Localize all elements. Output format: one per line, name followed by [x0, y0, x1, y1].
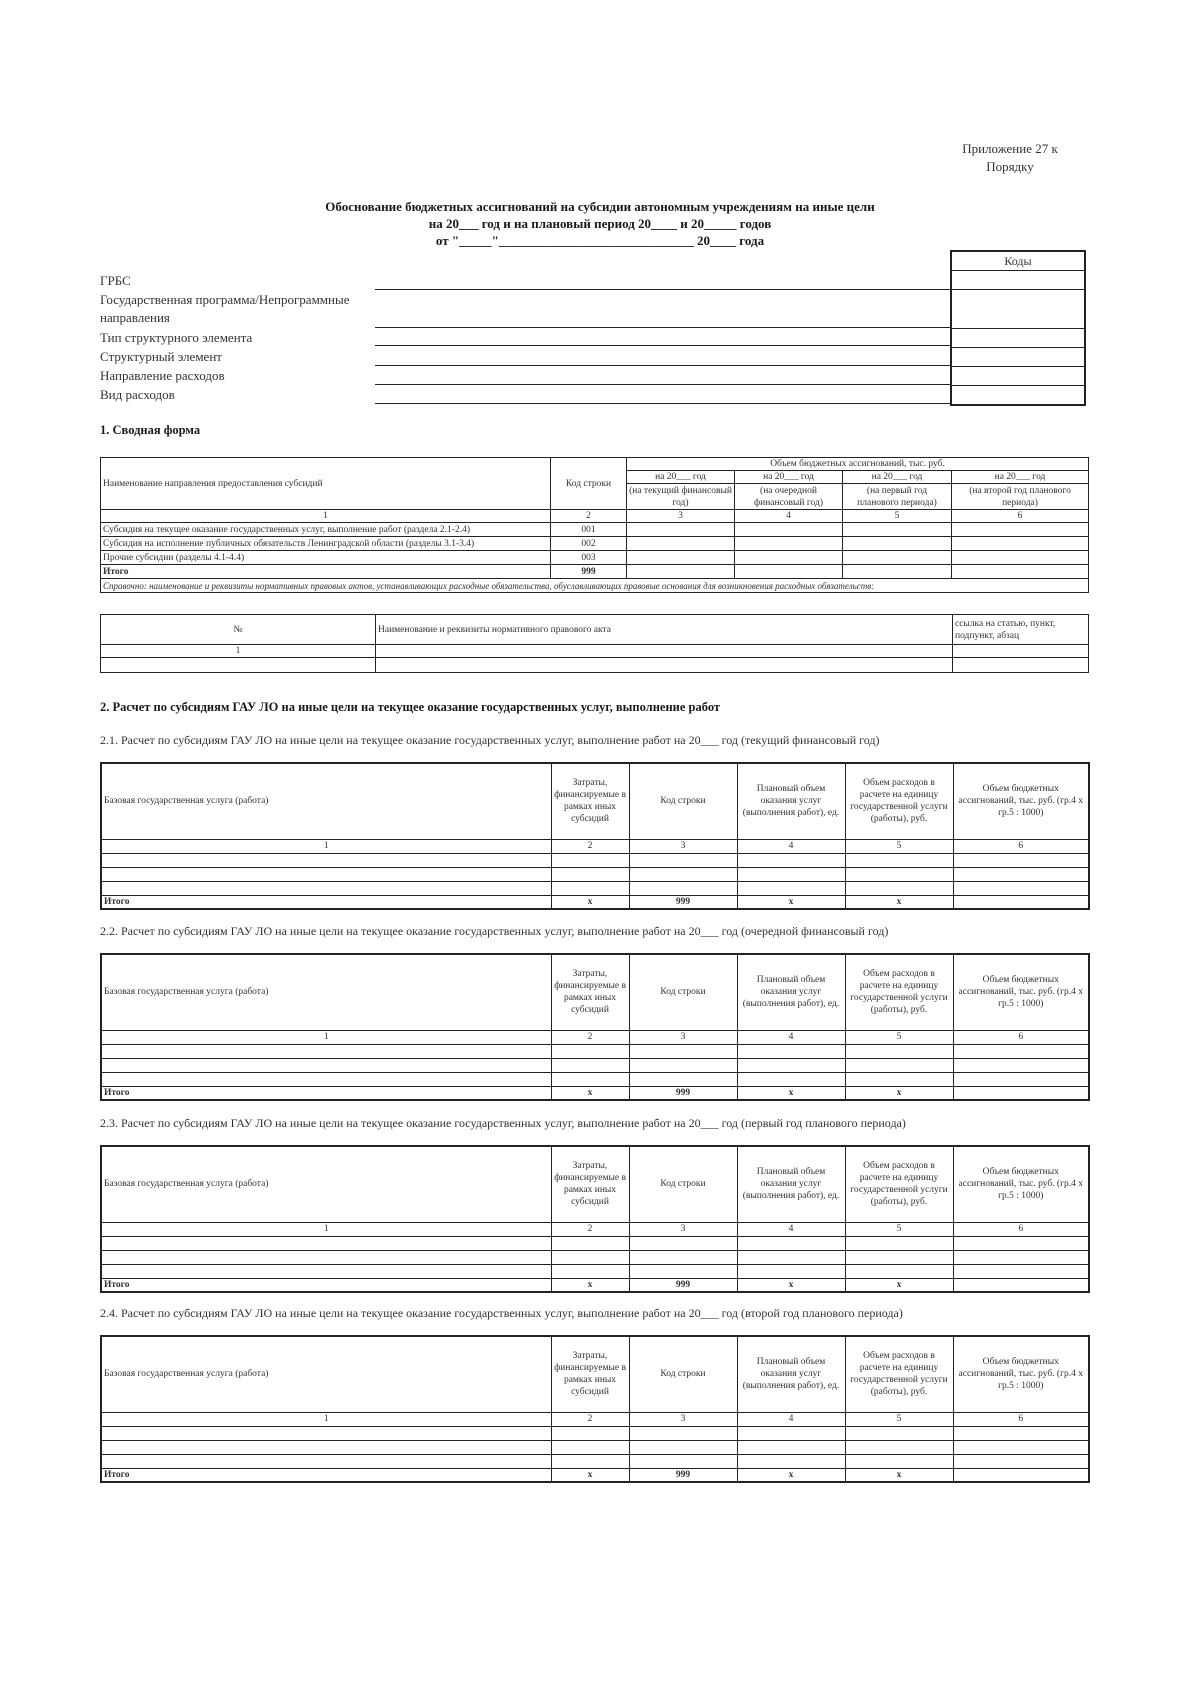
summary-year-note-1: (на текущий финансовый год) [627, 484, 735, 510]
field-expense-type-label: Вид расходов [100, 387, 175, 402]
calc-cell[interactable] [845, 1044, 953, 1058]
calc-total-unit-cost: х [845, 895, 953, 909]
calc-cell[interactable] [737, 1250, 845, 1264]
code-cell-direction[interactable] [951, 367, 1085, 386]
table-row [101, 1236, 1089, 1250]
calc-col-costs: Затраты, финансируемые в рамках иных субсидий [551, 1146, 629, 1222]
calc-colnum: 6 [953, 839, 1089, 853]
summary-colnum: 4 [735, 510, 843, 523]
summary-year-3: на 20___ год [843, 471, 952, 484]
calc-col-code: Код строки [629, 1146, 737, 1222]
subsection-title: 2.4. Расчет по субсидиям ГАУ ЛО на иные цели на текущее оказание государственных услуг, выполнение работ на 20___ год (второй год планового периода) [100, 1306, 903, 1320]
subsection-title: 2.3. Расчет по субсидиям ГАУ ЛО на иные цели на текущее оказание государственных услуг, выполнение работ на 20___ год (первый год планового периода) [100, 1116, 906, 1130]
field-grbs-line[interactable] [375, 289, 950, 290]
summary-colnum: 3 [627, 510, 735, 523]
calc-col-code: Код строки [629, 1336, 737, 1412]
calc-total-label: Итого [101, 1468, 551, 1482]
calc-col-unit-cost: Объем расходов в расчете на единицу государственной услуги (работы), руб. [845, 954, 953, 1030]
calc-cell[interactable] [551, 881, 629, 895]
calc-cell[interactable] [737, 881, 845, 895]
calc-cell[interactable] [629, 1058, 737, 1072]
field-direction-label: Направление расходов [100, 368, 225, 383]
summary-colnum: 5 [843, 510, 952, 523]
field-program-label: Государственная программа/Непрограммные направления [100, 292, 350, 325]
summary-cell[interactable] [952, 565, 1089, 579]
calc-col-costs: Затраты, финансируемые в рамках иных субсидий [551, 954, 629, 1030]
calc-cell[interactable] [737, 1440, 845, 1454]
calc-table [100, 1145, 1090, 1293]
reference-note: Справочно: наименование и реквизиты нормативных правовых актов, устанавливающих расходные обязательства, обуславливающих правовые основания для возникновения расходных обязательств: [101, 579, 1089, 593]
calc-colnum: 2 [551, 1030, 629, 1044]
field-element-line[interactable] [375, 365, 950, 366]
reference-cell[interactable] [953, 645, 1089, 658]
calc-cell[interactable] [737, 1454, 845, 1468]
subsection-title: 2.2. Расчет по субсидиям ГАУ ЛО на иные цели на текущее оказание государственных услуг, выполнение работ на 20___ год (очередной финансовый год) [100, 924, 889, 938]
calc-total-costs: х [551, 1086, 629, 1100]
calc-total-planned: х [737, 1468, 845, 1482]
summary-row-code: 003 [551, 551, 627, 565]
table-row [101, 1468, 1089, 1482]
section-1-title: 1. Сводная форма [100, 423, 201, 437]
calc-cell[interactable] [845, 1236, 953, 1250]
calc-cell[interactable] [101, 1044, 551, 1058]
summary-cell[interactable] [843, 565, 952, 579]
reference-col-num: № [101, 615, 376, 645]
calc-total-code: 999 [629, 1278, 737, 1292]
calc-cell[interactable] [551, 1440, 629, 1454]
calc-col-unit-cost: Объем расходов в расчете на единицу государственной услуги (работы), руб. [845, 1336, 953, 1412]
summary-year-4: на 20___ год [952, 471, 1089, 484]
calc-colnum: 2 [551, 1222, 629, 1236]
calc-total-code: 999 [629, 1086, 737, 1100]
document-period: на 20___ год и на плановый период 20____ и 20_____ годов [428, 216, 772, 231]
calc-cell[interactable] [629, 1264, 737, 1278]
calc-total-volume[interactable] [953, 1086, 1089, 1100]
calc-colnum: 4 [737, 1030, 845, 1044]
calc-col-planned: Плановый объем оказания услуг (выполнения работ), ед. [737, 763, 845, 839]
appendix-line-1: Приложение 27 к [962, 141, 1058, 156]
summary-cell[interactable] [735, 565, 843, 579]
code-cell-element[interactable] [951, 348, 1085, 367]
calc-colnum: 6 [953, 1222, 1089, 1236]
calc-colnum: 2 [551, 1412, 629, 1426]
calc-cell[interactable] [845, 881, 953, 895]
calc-cell[interactable] [551, 1044, 629, 1058]
table-row [101, 1058, 1089, 1072]
reference-col-link: ссылка на статью, пункт, подпункт, абзац [953, 615, 1089, 645]
calc-total-label: Итого [101, 895, 551, 909]
calc-cell[interactable] [953, 867, 1089, 881]
calc-col-volume: Объем бюджетных ассигнований, тыс. руб. (гр.4 х гр.5 : 1000) [953, 954, 1089, 1030]
field-program-line[interactable] [375, 327, 950, 328]
calc-colnum: 4 [737, 1412, 845, 1426]
table-row [101, 523, 1089, 537]
reference-cell[interactable] [376, 658, 953, 673]
calc-colnum: 1 [101, 1222, 551, 1236]
summary-cell[interactable] [627, 523, 735, 537]
summary-cell[interactable] [952, 523, 1089, 537]
calc-total-unit-cost: х [845, 1278, 953, 1292]
calc-cell[interactable] [629, 1426, 737, 1440]
calc-cell[interactable] [101, 853, 551, 867]
table-row [101, 881, 1089, 895]
calc-cell[interactable] [737, 1044, 845, 1058]
calc-cell[interactable] [101, 867, 551, 881]
calc-cell[interactable] [101, 1426, 551, 1440]
calc-col-service: Базовая государственная услуга (работа) [101, 1146, 551, 1222]
calc-cell[interactable] [629, 881, 737, 895]
summary-col-code: Код строки [551, 458, 627, 510]
calc-cell[interactable] [737, 1058, 845, 1072]
calc-cell[interactable] [953, 1236, 1089, 1250]
calc-total-volume[interactable] [953, 895, 1089, 909]
calc-colnum: 6 [953, 1030, 1089, 1044]
calc-total-unit-cost: х [845, 1468, 953, 1482]
calc-cell[interactable] [737, 867, 845, 881]
table-row [101, 1264, 1089, 1278]
calc-col-service: Базовая государственная услуга (работа) [101, 763, 551, 839]
codes-table [950, 250, 1086, 406]
summary-total-label: Итого [101, 565, 551, 579]
calc-cell[interactable] [101, 1440, 551, 1454]
code-cell-expense-type[interactable] [951, 386, 1085, 406]
calc-cell[interactable] [551, 1426, 629, 1440]
calc-colnum: 3 [629, 839, 737, 853]
calc-colnum: 5 [845, 839, 953, 853]
calc-total-volume[interactable] [953, 1468, 1089, 1482]
summary-cell[interactable] [735, 537, 843, 551]
calc-col-service: Базовая государственная услуга (работа) [101, 954, 551, 1030]
calc-cell[interactable] [953, 1264, 1089, 1278]
calc-cell[interactable] [629, 1236, 737, 1250]
document-date: от "_____"______________________________ 20____ года [435, 233, 765, 248]
calc-cell[interactable] [737, 1236, 845, 1250]
calc-cell[interactable] [737, 1264, 845, 1278]
calc-cell[interactable] [953, 1072, 1089, 1086]
calc-col-unit-cost: Объем расходов в расчете на единицу государственной услуги (работы), руб. [845, 763, 953, 839]
summary-total-code: 999 [551, 565, 627, 579]
calc-cell[interactable] [845, 867, 953, 881]
calc-cell[interactable] [953, 1044, 1089, 1058]
calc-col-service: Базовая государственная услуга (работа) [101, 1336, 551, 1412]
summary-year-note-4: (на второй год планового периода) [952, 484, 1089, 510]
calc-total-code: 999 [629, 1468, 737, 1482]
table-row [101, 551, 1089, 565]
calc-table [100, 1335, 1090, 1483]
calc-cell[interactable] [737, 1072, 845, 1086]
calc-cell[interactable] [101, 1058, 551, 1072]
table-row [101, 1426, 1089, 1440]
calc-total-label: Итого [101, 1278, 551, 1292]
calc-colnum: 2 [551, 839, 629, 853]
calc-cell[interactable] [953, 853, 1089, 867]
calc-colnum: 4 [737, 839, 845, 853]
calc-cell[interactable] [551, 1236, 629, 1250]
calc-cell[interactable] [629, 867, 737, 881]
calc-colnum: 3 [629, 1030, 737, 1044]
calc-cell[interactable] [101, 1236, 551, 1250]
calc-total-costs: х [551, 1278, 629, 1292]
summary-col-group: Объем бюджетных ассигнований, тыс. руб. [627, 458, 1089, 471]
field-element-label: Структурный элемент [100, 349, 222, 364]
calc-cell[interactable] [953, 1058, 1089, 1072]
calc-cell[interactable] [953, 1454, 1089, 1468]
calc-cell[interactable] [101, 1264, 551, 1278]
calc-cell[interactable] [845, 1426, 953, 1440]
calc-col-costs: Затраты, финансируемые в рамках иных субсидий [551, 763, 629, 839]
summary-cell[interactable] [843, 523, 952, 537]
summary-cell[interactable] [843, 537, 952, 551]
calc-cell[interactable] [551, 853, 629, 867]
table-row [101, 1454, 1089, 1468]
calc-col-planned: Плановый объем оказания услуг (выполнения работ), ед. [737, 954, 845, 1030]
calc-cell[interactable] [845, 853, 953, 867]
calc-cell[interactable] [845, 1250, 953, 1264]
table-row [101, 1250, 1089, 1264]
table-row [101, 1044, 1089, 1058]
table-row [101, 565, 1089, 579]
code-cell-grbs[interactable] [951, 271, 1085, 290]
codes-header: Коды [951, 251, 1085, 271]
calc-cell[interactable] [101, 1454, 551, 1468]
summary-cell[interactable] [952, 551, 1089, 565]
code-cell-program[interactable] [951, 290, 1085, 329]
calc-cell[interactable] [629, 1440, 737, 1454]
calc-cell[interactable] [845, 1072, 953, 1086]
field-expense-type-line[interactable] [375, 403, 950, 404]
calc-colnum: 5 [845, 1222, 953, 1236]
calc-table [100, 762, 1090, 910]
summary-cell[interactable] [843, 551, 952, 565]
summary-row-code: 001 [551, 523, 627, 537]
field-element-type-line[interactable] [375, 345, 950, 346]
calc-cell[interactable] [551, 1264, 629, 1278]
reference-cell[interactable] [101, 658, 376, 673]
calc-table [100, 953, 1090, 1101]
calc-col-costs: Затраты, финансируемые в рамках иных субсидий [551, 1336, 629, 1412]
table-row [101, 537, 1089, 551]
calc-total-planned: х [737, 1278, 845, 1292]
calc-cell[interactable] [629, 1072, 737, 1086]
calc-cell[interactable] [551, 1454, 629, 1468]
reference-col-name: Наименование и реквизиты нормативного правового акта [376, 615, 953, 645]
summary-cell[interactable] [627, 537, 735, 551]
appendix-note [930, 140, 1090, 176]
calc-col-volume: Объем бюджетных ассигнований, тыс. руб. (гр.4 х гр.5 : 1000) [953, 1336, 1089, 1412]
summary-row-code: 002 [551, 537, 627, 551]
calc-colnum: 5 [845, 1030, 953, 1044]
field-element-type-label: Тип структурного элемента [100, 330, 253, 345]
summary-cell[interactable] [627, 565, 735, 579]
table-row [101, 1440, 1089, 1454]
table-row [101, 1278, 1089, 1292]
section-2-title: 2. Расчет по субсидиям ГАУ ЛО на иные цели на текущее оказание государственных услуг, выполнение работ [100, 700, 721, 714]
calc-cell[interactable] [629, 1454, 737, 1468]
calc-colnum: 1 [101, 839, 551, 853]
calc-cell[interactable] [953, 1250, 1089, 1264]
calc-col-planned: Плановый объем оказания услуг (выполнения работ), ед. [737, 1146, 845, 1222]
calc-cell[interactable] [845, 1058, 953, 1072]
calc-cell[interactable] [737, 1426, 845, 1440]
summary-cell[interactable] [735, 523, 843, 537]
reference-cell[interactable] [376, 645, 953, 658]
calc-cell[interactable] [845, 1440, 953, 1454]
summary-colnum: 6 [952, 510, 1089, 523]
calc-cell[interactable] [551, 1250, 629, 1264]
appendix-line-2: Порядку [986, 159, 1034, 174]
reference-table [100, 614, 1089, 673]
table-row [101, 895, 1089, 909]
table-row [101, 867, 1089, 881]
calc-col-code: Код строки [629, 763, 737, 839]
summary-year-note-3: (на первый год планового периода) [843, 484, 952, 510]
summary-year-note-2: (на очередной финансовый год) [735, 484, 843, 510]
summary-col-name: Наименование направления предоставления субсидий [101, 458, 551, 510]
calc-col-volume: Объем бюджетных ассигнований, тыс. руб. (гр.4 х гр.5 : 1000) [953, 763, 1089, 839]
calc-cell[interactable] [551, 1072, 629, 1086]
summary-row-name: Прочие субсидии (разделы 4.1-4.4) [101, 551, 551, 565]
calc-total-code: 999 [629, 895, 737, 909]
calc-cell[interactable] [953, 881, 1089, 895]
calc-cell[interactable] [629, 853, 737, 867]
calc-cell[interactable] [737, 853, 845, 867]
calc-cell[interactable] [101, 881, 551, 895]
calc-cell[interactable] [101, 1072, 551, 1086]
table-row [101, 853, 1089, 867]
calc-total-label: Итого [101, 1086, 551, 1100]
calc-colnum: 3 [629, 1222, 737, 1236]
summary-table [100, 457, 1089, 593]
calc-cell[interactable] [629, 1044, 737, 1058]
summary-colnum: 1 [101, 510, 551, 523]
calc-colnum: 1 [101, 1030, 551, 1044]
calc-cell[interactable] [101, 1250, 551, 1264]
field-direction-line[interactable] [375, 384, 950, 385]
calc-total-planned: х [737, 1086, 845, 1100]
calc-total-costs: х [551, 1468, 629, 1482]
calc-cell[interactable] [953, 1440, 1089, 1454]
reference-row-num: 1 [101, 645, 376, 658]
summary-row-name: Субсидия на текущее оказание государственных услуг, выполнение работ (раздела 2.1-2.4) [101, 523, 551, 537]
calc-cell[interactable] [551, 1058, 629, 1072]
calc-col-unit-cost: Объем расходов в расчете на единицу государственной услуги (работы), руб. [845, 1146, 953, 1222]
calc-cell[interactable] [953, 1426, 1089, 1440]
reference-cell[interactable] [953, 658, 1089, 673]
calc-colnum: 5 [845, 1412, 953, 1426]
calc-cell[interactable] [629, 1250, 737, 1264]
calc-total-unit-cost: х [845, 1086, 953, 1100]
calc-col-planned: Плановый объем оказания услуг (выполнения работ), ед. [737, 1336, 845, 1412]
summary-cell[interactable] [735, 551, 843, 565]
calc-colnum: 6 [953, 1412, 1089, 1426]
calc-total-volume[interactable] [953, 1278, 1089, 1292]
subsection-title: 2.1. Расчет по субсидиям ГАУ ЛО на иные цели на текущее оказание государственных услуг, выполнение работ на 20___ год (текущий финансовый год) [100, 733, 880, 747]
calc-cell[interactable] [845, 1264, 953, 1278]
calc-colnum: 3 [629, 1412, 737, 1426]
summary-year-2: на 20___ год [735, 471, 843, 484]
table-row [101, 1072, 1089, 1086]
summary-cell[interactable] [952, 537, 1089, 551]
calc-cell[interactable] [551, 867, 629, 881]
field-grbs-label: ГРБС [100, 273, 131, 288]
calc-colnum: 1 [101, 1412, 551, 1426]
summary-cell[interactable] [627, 551, 735, 565]
calc-colnum: 4 [737, 1222, 845, 1236]
calc-col-code: Код строки [629, 954, 737, 1030]
calc-total-costs: х [551, 895, 629, 909]
table-row [101, 1086, 1089, 1100]
summary-row-name: Субсидия на исполнение публичных обязательств Ленинградской области (разделы 3.1-3.4) [101, 537, 551, 551]
summary-year-1: на 20___ год [627, 471, 735, 484]
calc-total-planned: х [737, 895, 845, 909]
code-cell-element-type[interactable] [951, 329, 1085, 348]
summary-colnum: 2 [551, 510, 627, 523]
document-title: Обоснование бюджетных ассигнований на субсидии автономным учреждениям на иные цели [325, 199, 875, 214]
calc-col-volume: Объем бюджетных ассигнований, тыс. руб. (гр.4 х гр.5 : 1000) [953, 1146, 1089, 1222]
calc-cell[interactable] [845, 1454, 953, 1468]
